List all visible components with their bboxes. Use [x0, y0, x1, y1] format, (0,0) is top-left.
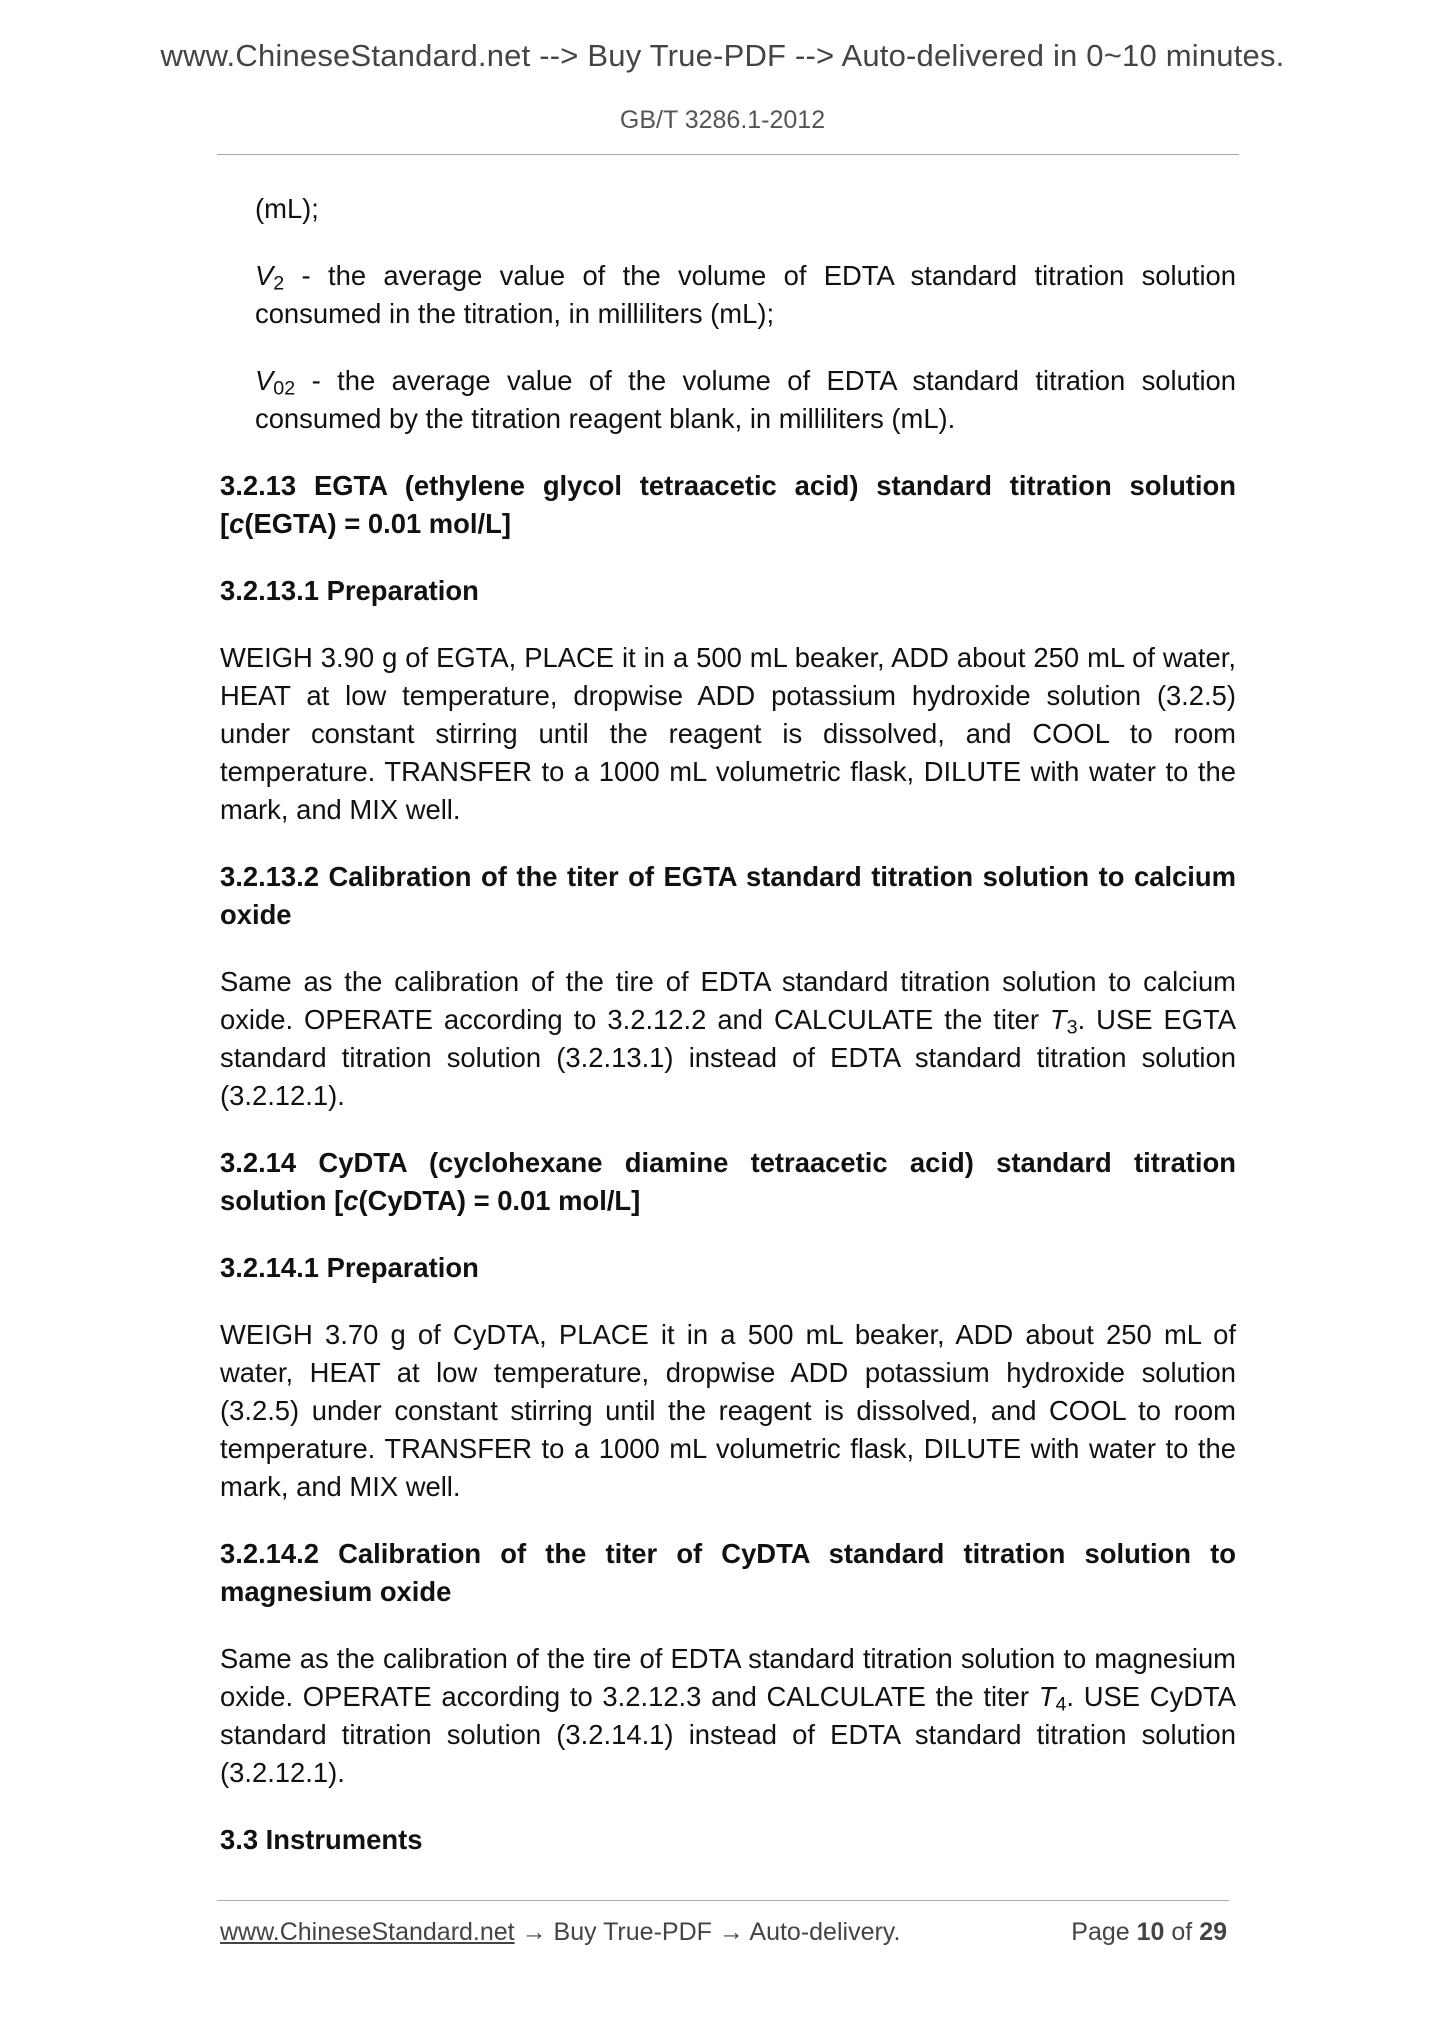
heading-italic: c [343, 1185, 359, 1216]
symbol-t: T [1049, 1004, 1067, 1035]
heading-3-2-14 [220, 1144, 1236, 1220]
heading-3-2-14-2: 3.2.14.2 Calibration of the titer of CyDTA standard titration solution to magnesium oxide [220, 1538, 1236, 1607]
heading-3-2-13-1: 3.2.13.1 Preparation [220, 575, 479, 606]
continued-text: (mL); [255, 193, 319, 224]
heading-3-3: 3.3 Instruments [220, 1824, 423, 1855]
site-link[interactable]: www.ChineseStandard.net [220, 1918, 515, 1946]
document-id: GB/T 3286.1-2012 [619, 106, 826, 134]
paragraph-text: Same as the calibration of the tire of EDTA standard titration solution to calcium oxide. OPERATE according to 3.2.12.2 and CALCULATE the titer [220, 966, 1236, 1035]
page-indicator [1071, 1918, 1227, 1947]
heading-italic: c [229, 508, 245, 539]
subscript: 3 [1066, 1016, 1078, 1039]
paragraph-3-2-14-2 [220, 1640, 1236, 1792]
heading-3-2-13 [220, 467, 1236, 543]
symbol-v: V [255, 365, 274, 396]
symbol-t: T [1038, 1681, 1056, 1712]
definition-v2 [220, 257, 1236, 333]
subscript: 02 [273, 377, 296, 400]
paragraph-3-2-13-2 [220, 963, 1236, 1115]
footer-tagline [220, 1918, 900, 1947]
footer-text: → Buy True-PDF → Auto-delivery. [514, 1918, 901, 1946]
heading-text: 3.2.13 EGTA (ethylene glycol tetraacetic acid) standard titration solution [ [220, 470, 1236, 539]
total-pages: 29 [1199, 1918, 1227, 1946]
definition-v02 [220, 362, 1236, 438]
subscript: 4 [1055, 1693, 1067, 1716]
header-divider [217, 154, 1239, 155]
footer-divider [217, 1900, 1229, 1901]
page-label: Page [1071, 1918, 1137, 1946]
definition-text: - the average value of the volume of EDTA standard titration solution consumed in the titration, in milliliters (mL); [255, 260, 1236, 329]
heading-text: (CyDTA) = 0.01 mol/L] [358, 1185, 641, 1216]
paragraph-text: . USE EGTA standard titration solution (3.2.13.1) instead of EDTA standard titration solution (3.2.12.1). [220, 1004, 1236, 1111]
subscript: 2 [273, 272, 285, 295]
heading-text: (EGTA) = 0.01 mol/L] [244, 508, 511, 539]
heading-text: 3.2.14 CyDTA (cyclohexane diamine tetraacetic acid) standard titration solution [ [220, 1147, 1236, 1216]
symbol-v: V [255, 260, 274, 291]
paragraph-text: . USE CyDTA standard titration solution (3.2.14.1) instead of EDTA standard titration solution (3.2.12.1). [220, 1681, 1236, 1788]
paragraph-text: Same as the calibration of the tire of EDTA standard titration solution to magnesium oxide. OPERATE according to 3.2.12.3 and CALCULATE the titer [220, 1643, 1236, 1712]
page-number: 10 [1136, 1918, 1165, 1946]
paragraph-3-2-14-1: WEIGH 3.70 g of CyDTA, PLACE it in a 500 mL beaker, ADD about 250 mL of water, HEAT at low temperature, dropwise ADD potassium hydroxide solution (3.2.5) under constant stirring until the reagent is dissolved, and COOL to room temperature. TRANSFER to a 1000 mL volumetric flask, DILUTE with water to the mark, and MIX well. [220, 1319, 1236, 1502]
heading-3-2-13-2: 3.2.13.2 Calibration of the titer of EGTA standard titration solution to calcium oxide [220, 861, 1236, 930]
site-banner: www.ChineseStandard.net --> Buy True-PDF --> Auto-delivered in 0~10 minutes. [160, 38, 1285, 73]
paragraph-3-2-13-1: WEIGH 3.90 g of EGTA, PLACE it in a 500 mL beaker, ADD about 250 mL of water, HEAT at low temperature, dropwise ADD potassium hydroxide solution (3.2.5) under constant stirring until the reagent is dissolved, and COOL to room temperature. TRANSFER to a 1000 mL volumetric flask, DILUTE with water to the mark, and MIX well. [220, 642, 1236, 825]
page-content [220, 190, 1236, 1888]
definition-text: - the average value of the volume of EDTA standard titration solution consumed by the titration reagent blank, in milliliters (mL). [255, 365, 1236, 434]
heading-3-2-14-1: 3.2.14.1 Preparation [220, 1252, 479, 1283]
of-label: of [1164, 1918, 1200, 1946]
